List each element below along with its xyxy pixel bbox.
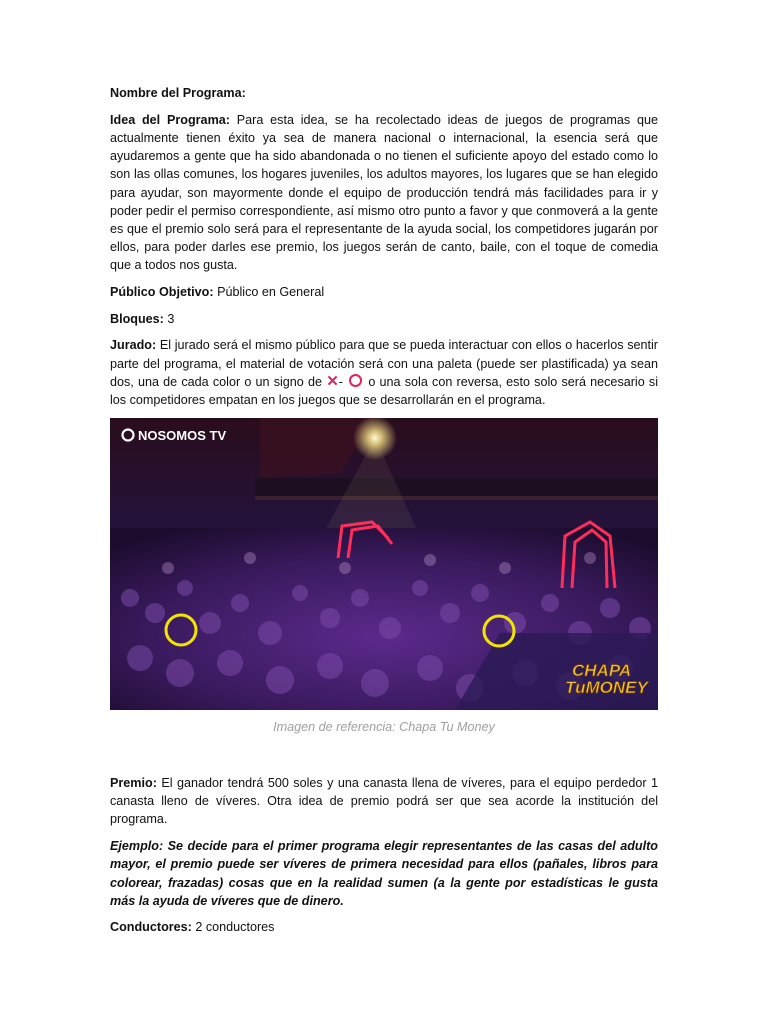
prize-paragraph bbox=[110, 774, 658, 829]
jury-separator: - bbox=[338, 374, 343, 389]
audience-photo bbox=[110, 418, 658, 710]
hosts-line bbox=[110, 918, 658, 936]
prize-label: Premio: bbox=[110, 776, 157, 790]
idea-text: Para esta idea, se ha recolectado ideas de juegos de programas que actualmente tienen éxito ya sea de manera nacional o internacional, la esencia será que ayudaremos a gente que ha sido abandonada o no tienen el suficiente apoyo del estado como lo son las ollas comunes, los hogares juveniles, los adultos mayores, los lugares que se han elegido para ayudar, son mayormente donde el equipo de producción tendrá más facilidades para ir y poder pedir el permiso correspondiente, así mismo otro punto a favor y que conmoverá a la gente es que el premio solo será para el representante de la ayuda social, los competidores jugarán por ellos, para poder darles ese premio, los juegos serán de canto, baile, con el toque de comedia que a todos nos gusta. bbox=[110, 112, 659, 273]
jury-paragraph bbox=[110, 336, 658, 409]
program-name-label: Nombre del Programa: bbox=[110, 86, 246, 100]
blocks-line bbox=[110, 310, 658, 328]
idea-paragraph bbox=[110, 111, 658, 275]
audience-label: Público Objetivo: bbox=[110, 285, 214, 300]
example-paragraph: Ejemplo: Se decide para el primer programa elegir representantes de las casas del adulto mayor, el premio puede ser víveres de primera necesidad para ellos (pañales, libros para colorear, frazadas) cosas que en la realidad sumen (a la gente por estadísticas le gusta más la ayuda de víveres que de dinero. bbox=[110, 839, 658, 908]
jury-text-after: o una sola con reversa, esto solo será necesario si los competidores empatan en los juegos que se desarrollarán en el programa. bbox=[110, 374, 659, 408]
document-body bbox=[110, 84, 658, 418]
jury-text-before: El jurado será el mismo público para que se pueda interactuar con ellos o hacerlos sentir parte del programa, el material de votación será con una paleta (puede ser plastificada) ya sean dos, una de cada color o un signo de bbox=[110, 338, 658, 389]
document-body-lower bbox=[110, 774, 658, 945]
hosts-value: 2 conductores bbox=[195, 920, 275, 935]
nosomos-tv-logo bbox=[123, 428, 227, 443]
audience-value: Público en General bbox=[217, 285, 325, 300]
jury-label: Jurado: bbox=[110, 338, 157, 353]
logo-line-2: TuMONEY bbox=[565, 678, 648, 697]
audience-line bbox=[110, 283, 658, 301]
circle-mark-icon bbox=[349, 374, 362, 387]
cross-mark-icon: ✕ bbox=[326, 372, 339, 390]
logo-line-1: CHAPA bbox=[572, 661, 632, 680]
blocks-label: Bloques: bbox=[110, 311, 164, 326]
reference-image bbox=[110, 418, 658, 710]
idea-label: Idea del Programa: bbox=[110, 112, 230, 127]
figure-caption: Imagen de referencia: Chapa Tu Money bbox=[273, 720, 495, 734]
program-name-line bbox=[110, 84, 658, 102]
watermark-text: NOSOMOS TV bbox=[138, 428, 227, 443]
hosts-label: Conductores: bbox=[110, 920, 192, 935]
blocks-value: 3 bbox=[167, 311, 175, 326]
prize-text: El ganador tendrá 500 soles y una canasta llena de víveres, para el equipo perdedor 1 canasta lleno de víveres. Otra idea de premio podrá ser que sea acorde la institución del programa. bbox=[110, 776, 658, 827]
